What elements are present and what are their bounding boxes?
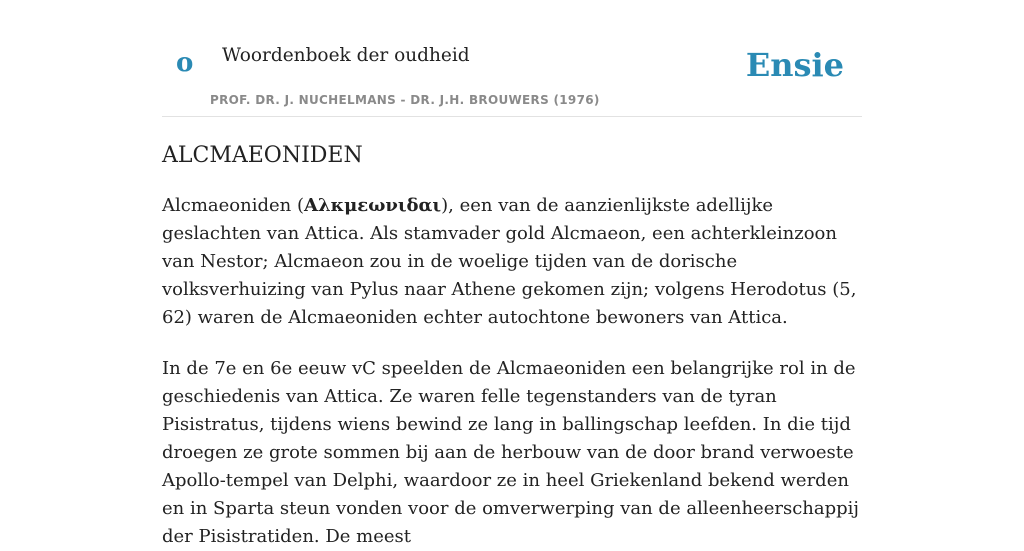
book-authors: PROF. DR. J. NUCHELMANS - DR. J.H. BROUWERS (1976) [210,93,600,107]
paragraph-1-body: ), een van de aanzienlijkste adellijke geslachten van Attica. Als stamvader gold Alcmaeon, een achterkleinzoon van Nestor; Alcmaeon zou in de woelige tijden van de dorische volksverhuizing van Pylus naar Athene gekomen zijn; volgens Herodotus (5, 62) waren de Alcmaeoniden echter autochtone bewoners van Attica. [162,195,857,329]
entry-paragraph-1 [162,192,862,332]
paragraph-1-intro: Alcmaeoniden ( [162,195,304,217]
entry-paragraph-2: In de 7e en 6e eeuw vC speelden de Alcmaeoniden een belangrijke rol in de geschiedenis van Attica. Ze waren felle tegenstanders van de tyran Pisistratus, tijdens wiens bewind ze lang in ballingschap leefden. In die tijd droegen ze grote sommen bij aan de herbouw van de door brand verwoeste Apollo-tempel van Delphi, waardoor ze in heel Griekenland bekend werden en in Sparta steun vonden voor de omverwerping van de alleenheerschappij der Pisistratiden. De meest [162,358,859,548]
entry-title: ALCMAEONIDEN [162,143,363,168]
article-page [162,0,862,551]
ensie-logo-link[interactable]: Ensie [745,46,844,84]
greek-term: Αλκμεωνιδαι [304,195,442,217]
letter-index-link[interactable]: o [176,48,194,78]
book-title: Woordenboek der oudheid [222,45,470,66]
page-header [162,0,862,117]
